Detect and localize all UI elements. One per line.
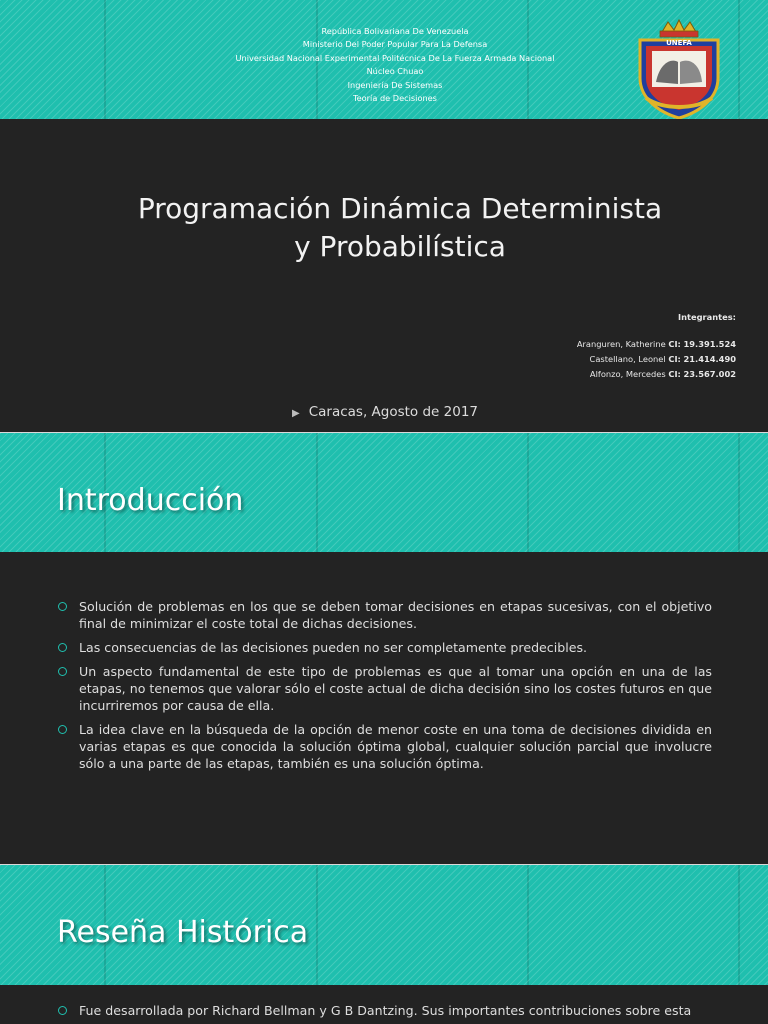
institution-line: República Bolivariana De Venezuela bbox=[321, 26, 469, 36]
member-ci-label: CI: bbox=[668, 354, 681, 364]
member-name: Aranguren, Katherine bbox=[576, 339, 666, 349]
intro-header-band bbox=[0, 433, 768, 552]
institution-block bbox=[180, 25, 610, 105]
history-heading: Reseña Histórica bbox=[57, 915, 309, 950]
list-item bbox=[58, 721, 712, 772]
cover-title-line: Programación Dinámica Determinista bbox=[137, 192, 663, 225]
history-slide bbox=[0, 985, 768, 1024]
history-header-band bbox=[0, 865, 768, 985]
member-row bbox=[577, 337, 736, 352]
member-name: Alfonzo, Mercedes bbox=[589, 369, 666, 379]
header-band bbox=[0, 0, 768, 119]
bullet-text: Las consecuencias de las decisiones pueden no ser completamente predecibles. bbox=[79, 640, 588, 655]
member-row bbox=[577, 367, 736, 382]
members-header: Integrantes: bbox=[678, 312, 736, 322]
triangle-bullet-icon: ▶ bbox=[292, 408, 300, 419]
intro-bullet-list bbox=[58, 598, 712, 779]
member-ci: 23.567.002 bbox=[683, 369, 736, 379]
university-crest-logo bbox=[632, 18, 726, 120]
institution-line: Núcleo Chuao bbox=[366, 66, 424, 77]
cover-title bbox=[80, 190, 720, 266]
list-item bbox=[58, 1002, 712, 1019]
intro-slide bbox=[0, 552, 768, 864]
circle-bullet-icon bbox=[58, 643, 67, 652]
list-item bbox=[58, 663, 712, 714]
institution-line: Teoría de Decisiones bbox=[353, 93, 437, 104]
circle-bullet-icon bbox=[58, 602, 67, 611]
cover-slide bbox=[0, 119, 768, 432]
bullet-text: Solución de problemas en los que se deben tomar decisiones en etapas sucesivas, con el objetivo final de minimizar el coste total de dichas decisiones. bbox=[79, 599, 712, 631]
list-item bbox=[58, 639, 712, 656]
circle-bullet-icon bbox=[58, 1006, 67, 1015]
institution-line: Ministerio Del Poder Popular Para La Defensa bbox=[302, 39, 488, 50]
institution-line: Ingeniería De Sistemas bbox=[347, 79, 443, 90]
institution-line: Universidad Nacional Experimental Politécnica De La Fuerza Armada Nacional bbox=[235, 52, 555, 63]
member-name: Castellano, Leonel bbox=[589, 354, 666, 364]
member-ci: 21.414.490 bbox=[683, 354, 736, 364]
member-row bbox=[577, 352, 736, 367]
circle-bullet-icon bbox=[58, 667, 67, 676]
circle-bullet-icon bbox=[58, 725, 67, 734]
history-bullet-list bbox=[58, 1002, 712, 1024]
member-ci-label: CI: bbox=[668, 369, 681, 379]
place-date-text: Caracas, Agosto de 2017 bbox=[308, 404, 479, 420]
intro-heading: Introducción bbox=[57, 483, 244, 518]
bullet-text: Fue desarrollada por Richard Bellman y G B Dantzing. Sus importantes contribuciones sobre esta bbox=[79, 1003, 692, 1018]
list-item bbox=[58, 598, 712, 632]
logo-lettering: UNEFA bbox=[666, 39, 692, 47]
cover-title-line: y Probabilística bbox=[294, 230, 506, 263]
member-ci: 19.391.524 bbox=[683, 339, 736, 349]
place-date bbox=[292, 404, 478, 420]
member-ci-label: CI: bbox=[668, 339, 681, 349]
bullet-text: Un aspecto fundamental de este tipo de problemas es que al tomar una opción en una de las etapas, no tenemos que valorar sólo el coste actual de dicha decisión sino los costes futuros en que incurriremos por causa de ella. bbox=[79, 664, 712, 713]
bullet-text: La idea clave en la búsqueda de la opción de menor coste en una toma de decisiones dividida en varias etapas es que conocida la solución óptima global, cualquier solución parcial que involucre sólo a una parte de las etapas, también es una solución óptima. bbox=[79, 722, 712, 771]
members-block bbox=[577, 312, 736, 382]
